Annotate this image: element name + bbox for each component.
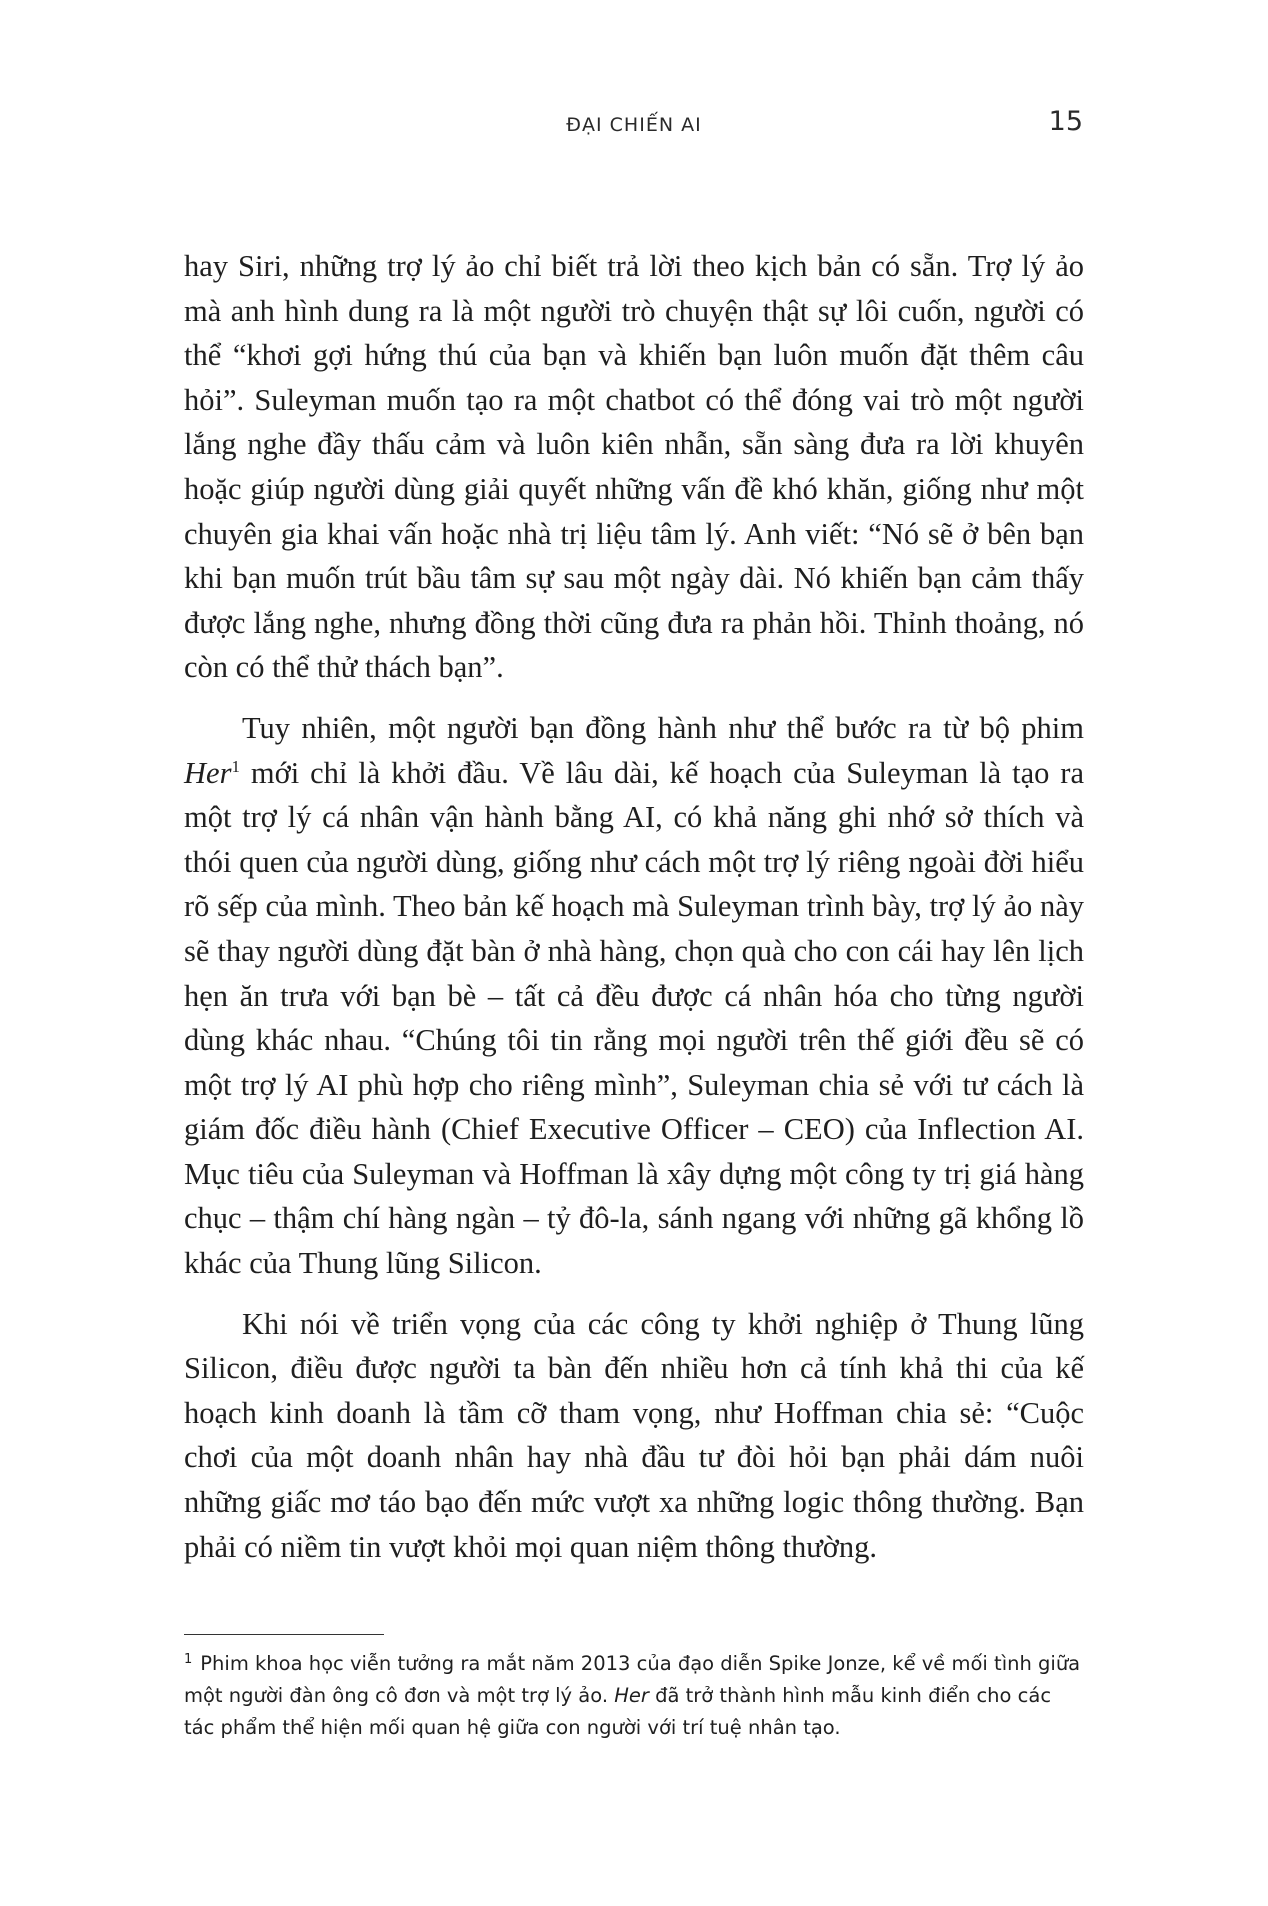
body-text (184, 244, 1084, 1585)
footnote-marker: 1 (184, 1651, 193, 1667)
running-title: ĐẠI CHIẾN AI (566, 114, 702, 136)
paragraph-2 (184, 706, 1084, 1286)
footnote-reference[interactable]: 1 (231, 756, 240, 776)
footnote-divider (184, 1634, 384, 1635)
paragraph-1: hay Siri, những trợ lý ảo chỉ biết trả lời theo kịch bản có sẵn. Trợ lý ảo mà anh hình dung ra là một người trò chuyện thật sự lôi cuốn, người có thể “khơi gợi hứng thú của bạn và khiến bạn luôn muốn đặt thêm câu hỏi”. Suleyman muốn tạo ra một chatbot có thể đóng vai trò một người lắng nghe đầy thấu cảm và luôn kiên nhẫn, sẵn sàng đưa ra lời khuyên hoặc giúp người dùng giải quyết những vấn đề khó khăn, giống như một chuyên gia khai vấn hoặc nhà trị liệu tâm lý. Anh viết: “Nó sẽ ở bên bạn khi bạn muốn trút bầu tâm sự sau một ngày dài. Nó khiến bạn cảm thấy được lắng nghe, nhưng đồng thời cũng đưa ra phản hồi. Thỉnh thoảng, nó còn có thể thử thách bạn”. (184, 249, 1084, 685)
footnote-text-end: đã trở thành hình mẫu kinh điển cho các tác phẩm thể hiện mối quan hệ giữa con người với trí tuệ nhân tạo. (184, 1684, 1052, 1739)
paragraph-2-text-start: Tuy nhiên, một người bạn đồng hành như thể bước ra từ bộ phim (242, 710, 1084, 745)
paragraph-3: Khi nói về triển vọng của các công ty khởi nghiệp ở Thung lũng Silicon, điều được người ta bàn đến nhiều hơn cả tính khả thi của kế hoạch kinh doanh là tầm cỡ tham vọng, như Hoffman chia sẻ: “Cuộc chơi của một doanh nhân hay nhà đầu tư đòi hỏi bạn phải dám nuôi những giấc mơ táo bạo đến mức vượt xa những logic thông thường. Bạn phải có niềm tin vượt khỏi mọi quan niệm thông thường. (184, 1306, 1084, 1564)
running-header (0, 106, 1268, 142)
film-title-her: Her (184, 755, 232, 790)
paragraph-2-text-end: mới chỉ là khởi đầu. Về lâu dài, kế hoạch của Suleyman là tạo ra một trợ lý cá nhân vận hành bằng AI, có khả năng ghi nhớ sở thích và thói quen của người dùng, giống như cách một trợ lý riêng ngoài đời hiểu rõ sếp của mình. Theo bản kế hoạch mà Suleyman trình bày, trợ lý ảo này sẽ thay người dùng đặt bàn ở nhà hàng, chọn quà cho con cái hay lên lịch hẹn ăn trưa với bạn bè – tất cả đều được cá nhân hóa cho từng người dùng khác nhau. “Chúng tôi tin rằng mọi người trên thế giới đều sẽ có một trợ lý AI phù hợp cho riêng mình”, Suleyman chia sẻ với tư cách là giám đốc điều hành (Chief Executive Officer – CEO) của Inflection AI. Mục tiêu của Suleyman và Hoffman là xây dựng một công ty trị giá hàng chục – thậm chí hàng ngàn – tỷ đô-la, sánh ngang với những gã khổng lồ khác của Thung lũng Silicon. (184, 755, 1084, 1281)
footnote-film-title: Her (614, 1684, 649, 1707)
page-number: 15 (1048, 106, 1083, 137)
footnote (184, 1648, 1084, 1744)
footnote-text-start: Phim khoa học viễn tưởng ra mắt năm 2013 của đạo diễn Spike Jonze, kể về mối tình giữa một người đàn ông cô đơn và một trợ lý ảo. (184, 1652, 1081, 1707)
